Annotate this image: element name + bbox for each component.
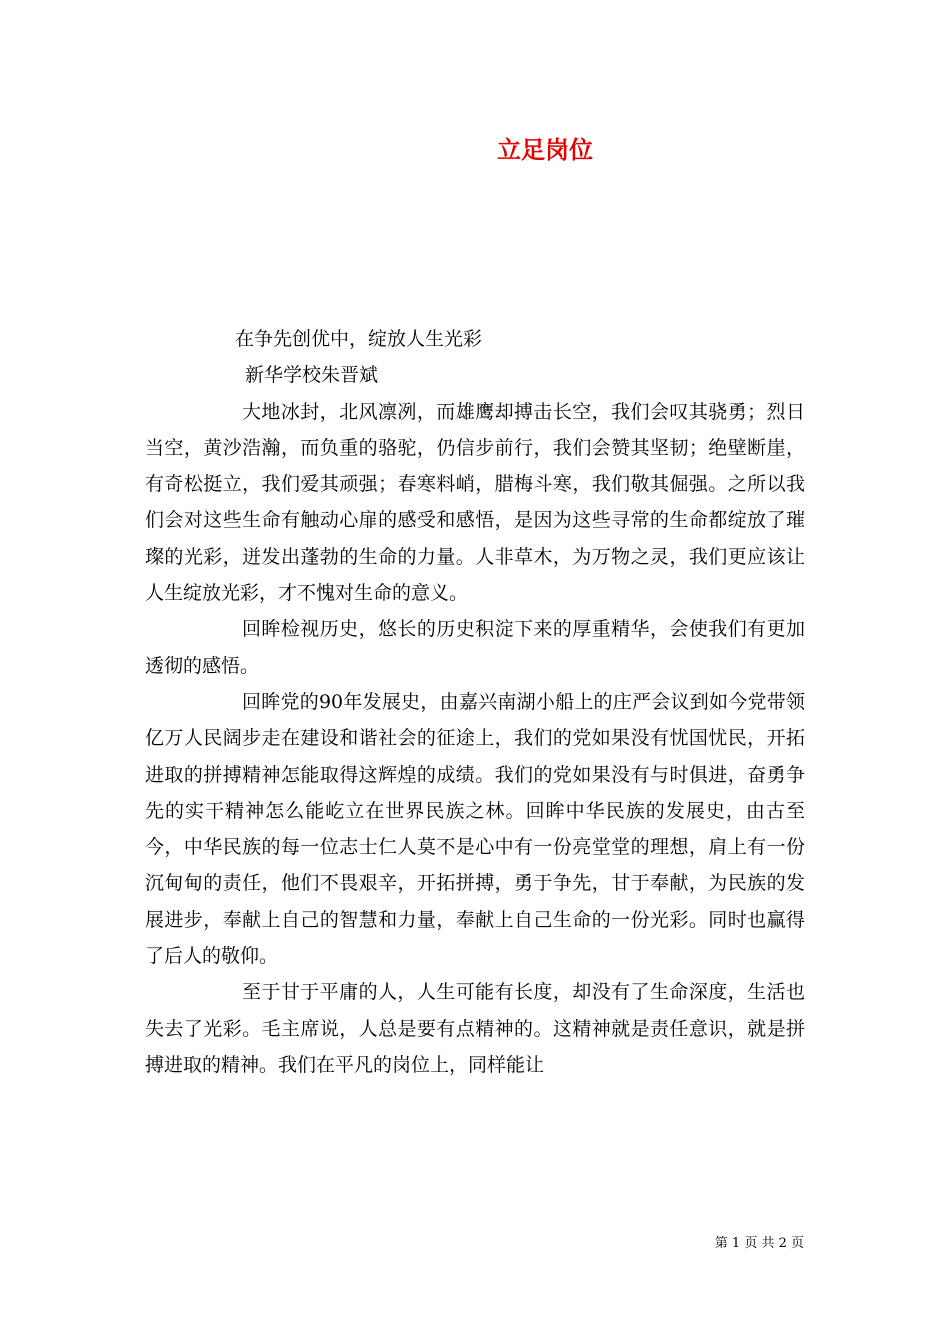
document-author: 新华学校朱晋斌 <box>245 364 379 387</box>
paragraph-3: 回眸党的90年发展史，由嘉兴南湖小船上的庄严会议到如今党带领亿万人民阔步走在建设和谐社会的征途上，我们的党如果没有忧国忧民，开拓进取的拼搏精神怎能取得这辉煌的成绩。我们的党如果没有与时俱进，奋勇争先的实干精神怎么能屹立在世界民族之林。回眸中华民族的发展史，由古至今，中华民族的每一位志士仁人莫不是心中有一份亮堂堂的理想，肩上有一份沉甸甸的责任，他们不畏艰辛，开拓拼搏，勇于争先，甘于奉献，为民族的发展进步，奉献上自己的智慧和力量，奉献上自己生命的一份光彩。同时也赢得了后人的敬仰。 <box>145 690 805 968</box>
paragraph-1: 大地冰封，北风凛冽，而雄鹰却搏击长空，我们会叹其骁勇；烈日当空，黄沙浩瀚，而负重的骆驼，仍信步前行，我们会赞其坚韧；绝壁断崖，有奇松挺立，我们爱其顽强；春寒料峭，腊梅斗寒，我们敬其倔强。之所以我们会对这些生命有触动心扉的感受和感悟，是因为这些寻常的生命都绽放了璀璨的光彩，迸发出蓬勃的生命的力量。人非草木，为万物之灵，我们更应该让人生绽放光彩，才不愧对生命的意义。 <box>145 400 805 605</box>
document-body <box>145 321 805 1083</box>
page-footer: 第 1 页 共 2 页 <box>714 1236 804 1251</box>
document-title: 立足岗位 <box>497 135 593 164</box>
document-subtitle: 在争先创优中，绽放人生光彩 <box>235 328 483 350</box>
paragraph-2: 回眸检视历史，悠长的历史积淀下来的厚重精华，会使我们有更加透彻的感悟。 <box>145 618 805 677</box>
paragraph-4: 至于甘于平庸的人，人生可能有长度，却没有了生命深度，生活也失去了光彩。毛主席说，人总是要有点精神的。这精神就是责任意识，就是拼搏进取的精神。我们在平凡的岗位上，同样能让 <box>145 981 805 1076</box>
